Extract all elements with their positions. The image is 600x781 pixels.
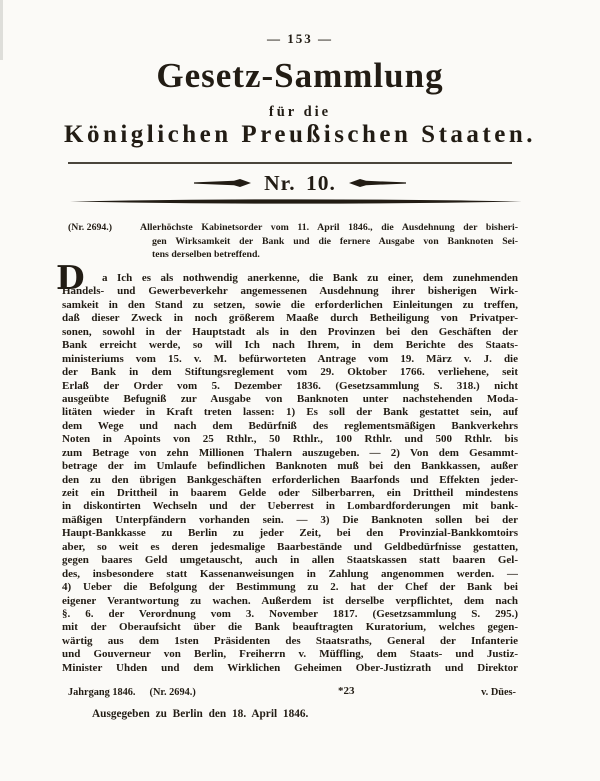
body-line: gegen baares Geld umgetauscht, auch in allen Staatskassen statt baaren Gel- xyxy=(62,554,518,567)
body-line: des, insbesondere statt Kassenanweisungen in Zahlung angenommen werden. — xyxy=(62,567,518,580)
masthead-title: Gesetz-Sammlung xyxy=(156,56,444,95)
body-line: mit der Oberaufsicht über die Bank beauftragten Kuratorium, welches gegen- xyxy=(62,621,518,634)
caption-number-label: (Nr. 2694.) xyxy=(68,222,112,233)
body-line: aber, so weit es deren jedesmalige Baarbestände und Geldbedürfnisse gestatten, xyxy=(62,540,518,553)
body-text xyxy=(62,272,518,675)
body-line: Noten in Apoints von 25 Rthlr., 50 Rthlr., 100 Rthlr. und 500 Rthlr. bis xyxy=(62,433,518,446)
body-line: und Gouverneur von Berlin, Freiherrn v. Müffling, dem Staats- und Justiz- xyxy=(62,648,518,661)
body-line: zeit ein Drittheil in baarem Gelde oder Silberbarren, ein Drittheil mindestens xyxy=(62,487,518,499)
catchword: v. Dües- xyxy=(481,687,516,698)
caption-line-2: gen Wirksamkeit der Bank und die fernere Ausgabe von Banknoten Sei- xyxy=(152,235,518,247)
body-line: ministeriums vom 15. v. M. befürworteten Antrage vom 19. März v. J. die xyxy=(62,352,518,365)
scan-artifact xyxy=(0,0,3,60)
body-line: mäßigen Unterpfändern vorhanden sein. — 3) Die Banknoten sollen bei der xyxy=(62,513,518,526)
issue-row xyxy=(0,169,600,197)
right-dash-ornament-icon xyxy=(348,178,406,188)
body-line: daß dieser Zweck in noch größerem Maaße durch Betheiligung von Privatper- xyxy=(62,312,518,325)
drop-cap-initial: D xyxy=(56,258,85,297)
body-line: den zu den übrigen Bankgeschäften erforderlichen Baarfonds und Effekten jeder- xyxy=(62,473,518,486)
caption-line-1: Allerhöchste Kabinetsorder vom 11. April 1846., die Ausdehnung der bisheri- xyxy=(140,222,518,233)
footer-year: Jahrgang 1846. xyxy=(68,687,136,698)
signature-mark: *23 xyxy=(338,685,355,697)
masthead-subtitle: für die xyxy=(268,104,332,120)
body-line: der Bank in dem Stiftungsreglement vom 29. Oktober 1766. verliehene, seit xyxy=(62,366,518,379)
body-line: Bank erreicht werde, so will Ich nach Ihrem, in dem Berichte des Staats- xyxy=(62,339,518,352)
thin-rule xyxy=(68,162,512,164)
issue-number: Nr. 10. xyxy=(264,170,336,195)
footer-left-group xyxy=(68,687,196,698)
body-line: Minister Uhden und dem Wirklichen Geheimen Ober-Justizrath und Direktor xyxy=(62,661,518,674)
imprint-line: Ausgegeben zu Berlin den 18. April 1846. xyxy=(92,708,309,720)
body-line: wärtig aus dem 1sten Präsidenten des Staatsraths, General der Infanterie xyxy=(62,634,518,647)
body-line: dem Wege und nach dem Bedürfniß des reglementsmäßigen Bankverkehrs xyxy=(62,419,518,432)
footer-number-ref: (Nr. 2694.) xyxy=(149,687,196,698)
footer-row xyxy=(0,687,600,701)
body-line: 4) Ueber die Befolgung der Bestimmung zu 2. hat der Chef der Bank bei xyxy=(62,581,518,594)
body-line: Erlaß der Order vom 5. Dezember 1836. (Gesetzsammlung S. 318.) nicht xyxy=(62,379,518,392)
body-line: a Ich es als nothwendig anerkenne, die Bank zu einer, dem zunehmenden xyxy=(102,272,518,284)
body-line: litäten wieder in Kraft treten lassen: 1) Es soll der Bank gestattet sein, auf xyxy=(62,406,518,419)
body-line: zum Betrage von zehn Millionen Thalern auszugeben. — 2) Von dem Gesammt- xyxy=(62,446,518,459)
body-line: eigener Verantwortung zu wachen. Außerdem ist derselbe verpflichtet, dem nach xyxy=(62,594,518,607)
left-dash-ornament-icon xyxy=(194,178,252,188)
body-line: samkeit in den Stand zu setzen, sowie die erforderlichen Einleitungen zu treffen, xyxy=(62,298,518,311)
body-line: §. 6. der Verordnung vom 3. November 1817. (Gesetzsammlung S. 295.) xyxy=(62,607,518,620)
body-line: sonen, sowohl in der Hauptstadt als in den Provinzen bei den Geschäften der xyxy=(62,325,518,338)
caption-line-3: tens derselben betreffend. xyxy=(152,249,260,261)
page-number: — 153 — xyxy=(267,31,333,46)
caption-block xyxy=(68,221,518,262)
body-line: betrage der im Umlaufe befindlichen Banknoten muß bei den Bankkassen, außer xyxy=(62,460,518,473)
body-line: ausgeübte Befugniß zur Ausgabe von Banknoten unter nachstehenden Moda- xyxy=(62,392,518,405)
body-line: Handels- und Gewerbeverkehr angemessenen Ausdehnung ihrer bisherigen Wirk- xyxy=(62,285,518,298)
swelled-rule xyxy=(70,198,522,205)
masthead-title-line2: Königlichen Preußischen Staaten. xyxy=(64,121,536,148)
body-line: Haupt-Bankkasse zu Berlin zu jeder Zeit, bei den Provinzial-Bankkomtoirs xyxy=(62,527,518,540)
body-line: in diskontirten Wechseln und der Ueberrest in Lombardforderungen mit bank- xyxy=(62,500,518,513)
